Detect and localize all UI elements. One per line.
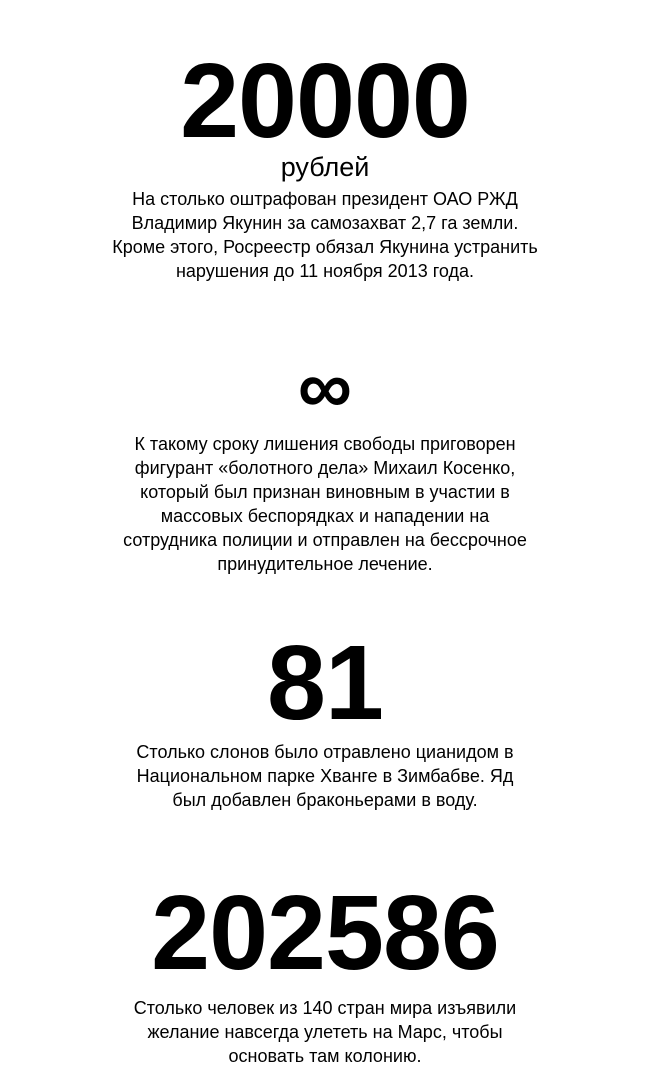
fact-description [45, 996, 605, 1068]
description-line: принудительное лечение. [217, 554, 433, 574]
description-line: сотрудника полиции и отправлен на бессрочное [123, 530, 527, 550]
fact-number: 81 [267, 624, 383, 742]
fact-description [45, 187, 605, 283]
fact-unit: рублей [280, 152, 370, 182]
description-line: который был признан виновным в участии в [140, 482, 510, 502]
description-line: желание навсегда улететь на Марс, чтобы [147, 1022, 503, 1042]
description-line: Кроме этого, Росреестр обязал Якунина устранить [112, 237, 538, 257]
description-line: Столько человек из 140 стран мира изъявили [133, 998, 517, 1018]
description-line: Национальном парке Хванге в Зимбабве. Яд [136, 766, 514, 786]
description-line: К такому сроку лишения свободы приговорен [134, 434, 516, 454]
description-line: основать там колонию. [228, 1046, 422, 1066]
description-line: Столько слонов было отравлено цианидом в [136, 742, 514, 762]
fact-number: 202586 [151, 874, 499, 992]
fact-block-sentence [0, 345, 650, 576]
fact-description [45, 740, 605, 812]
description-line: Владимир Якунин за самозахват 2,7 га земли. [131, 213, 519, 233]
fact-block-mars [0, 874, 650, 1068]
infinity-symbol: ∞ [297, 345, 353, 430]
description-line: был добавлен браконьерами в воду. [172, 790, 478, 810]
fact-description [45, 432, 605, 576]
description-line: На столько оштрафован президент ОАО РЖД [132, 189, 518, 209]
description-line: нарушения до 11 ноября 2013 года. [175, 261, 475, 281]
fact-block-fine [0, 42, 650, 283]
description-line: фигурант «болотного дела» Михаил Косенко, [134, 458, 516, 478]
description-line: массовых беспорядках и нападении на [160, 506, 490, 526]
fact-number: 20000 [180, 42, 470, 160]
fact-block-elephants [0, 624, 650, 812]
